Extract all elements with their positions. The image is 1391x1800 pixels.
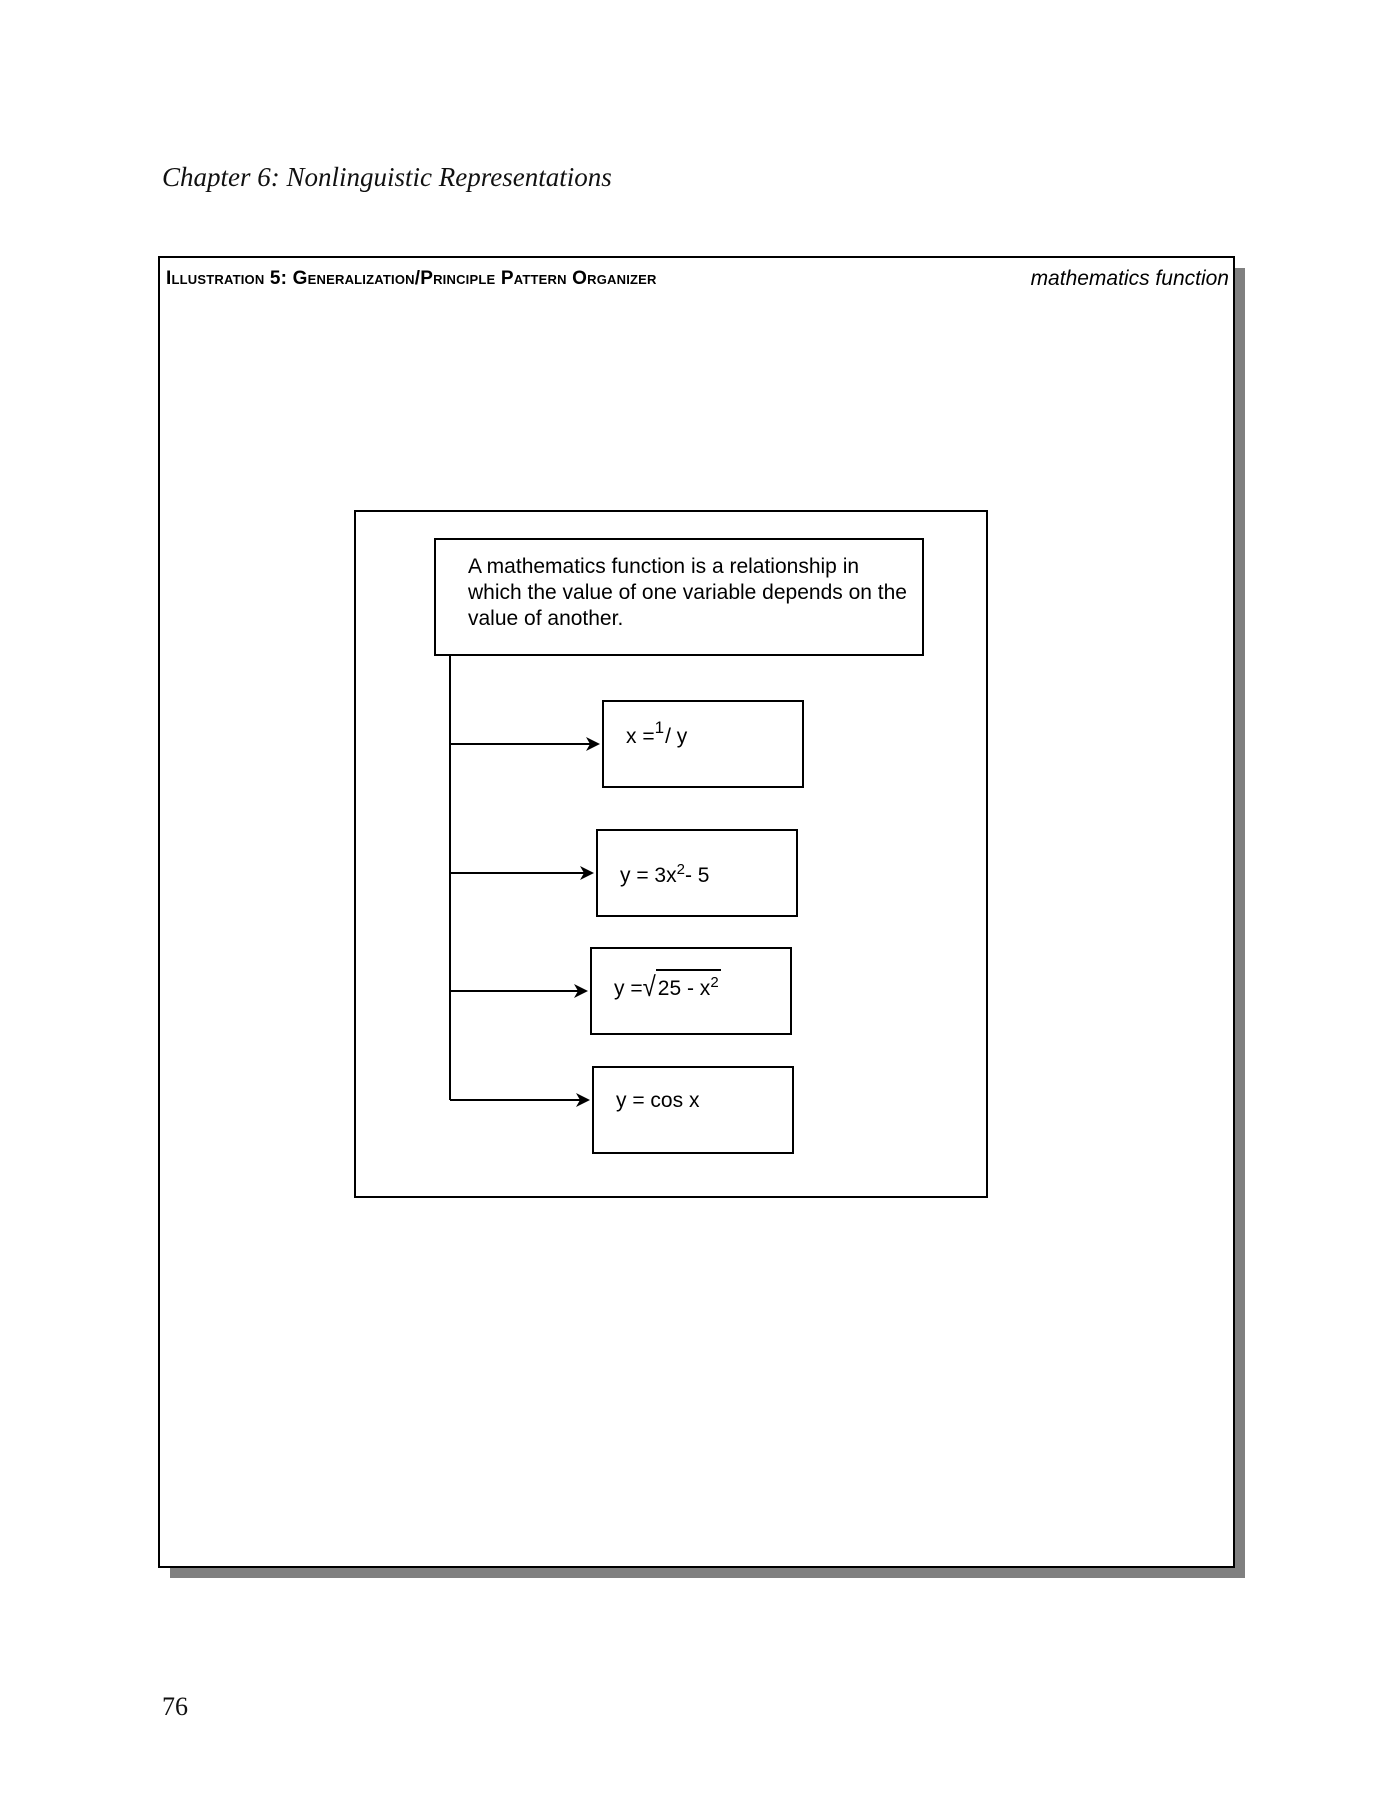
- illustration-frame: [158, 256, 1235, 1568]
- illustration-topic: mathematics function: [1030, 267, 1229, 290]
- example-2-rest: - 5: [684, 864, 710, 887]
- example-4-text: y = cos x: [616, 1089, 700, 1112]
- generalization-text: A mathematics function is a relationship in which the value of one variable depends on the value of another.: [468, 555, 907, 630]
- example-3-radicand: 25 - x: [657, 977, 711, 1000]
- example-2-prefix: y = 3x: [620, 864, 677, 887]
- example-box-4: [592, 1066, 794, 1154]
- radicand: [656, 969, 721, 1001]
- example-2-exponent: 2: [676, 861, 685, 878]
- generalization-box: [434, 538, 924, 656]
- example-3-exponent: 2: [710, 974, 719, 991]
- example-1-numerator: 1: [654, 718, 665, 737]
- chapter-heading: Chapter 6: Nonlinguistic Representations: [162, 162, 612, 192]
- illustration-title: Illustration 5: Generalization/Principle Pattern Organizer: [166, 268, 657, 289]
- example-3-prefix: y =: [614, 977, 643, 1000]
- square-root: [643, 969, 721, 1004]
- example-box-1: [602, 700, 804, 788]
- example-box-2: [596, 829, 798, 917]
- example-box-3: [590, 947, 792, 1035]
- page-number: 76: [162, 1692, 188, 1721]
- example-1-denominator: / y: [665, 725, 688, 748]
- example-1-prefix: x =: [626, 725, 655, 748]
- radical-sign: √: [642, 971, 656, 1003]
